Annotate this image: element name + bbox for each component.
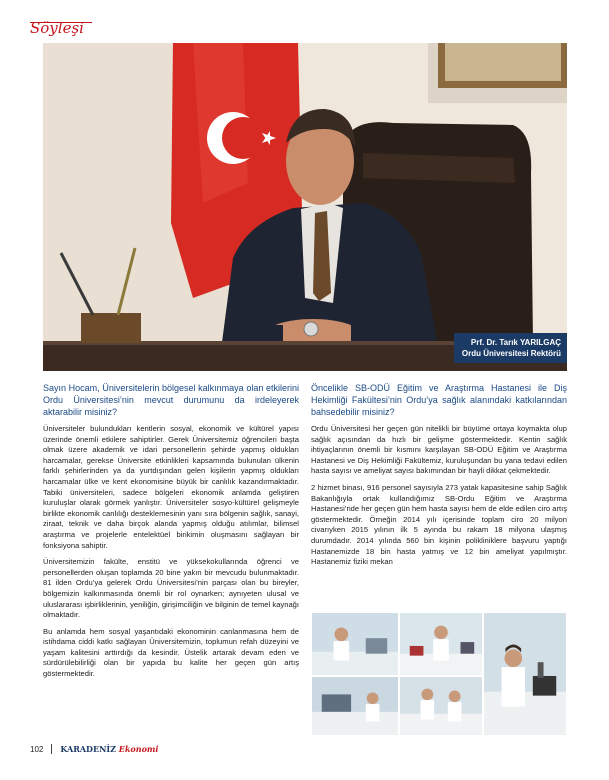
answer-paragraph: Üniversitemizin fakülte, enstitü ve yüksekokullarında öğrenci ve personellerden oluşan toplamda 20 bine yakın bir mevcudu bulunmaktadır. 81 ilden Ordu’ya gelerek Ordu Üniversitesi’nin parçası olan bu bireyler, bölgemizin kalkınmasında önemli bir rol oynarken; aynıyeten ulusal ve uluslararası işbirliklerinin, yeniliğin, girişimciliğin ve bilginin de temel kaynağı olmaktadır. [43, 557, 299, 620]
portrait-illustration [43, 43, 567, 371]
photo-caption [454, 333, 567, 363]
lab-photo [311, 612, 399, 676]
answer-paragraph: Üniversiteler bulundukları kentlerin sosyal, ekonomik ve kültürel yapısı üzerinde önemli etkilere sahiptirler. Gerek Üniversitemiz öğrencileri başta olmak üzere akademik ve idari personellerin şehirde yapmış oldukları harcamalar, gerekse Üniversite etkinlikleri kapsamında bulunulan ülkenin farklı şehirlerinden ya da yurtdışından gelen kişilerin yapmış oldukları harcamalar ülke ve kent ekonomisine büyük bir canlılık kazandırmaktadır. Tabiki üniversiteleri, sadece bölgeleri ekonomik anlamda geliştiren kuruluşlar olarak görmek yanlıştır. Üniversiteler sosyo-kültürel gelişmeyle birlikte ekonomik canlılığı desteklemesinin yanı sıra bölgenin sağlık, sanayi, ziraat, teknik ve daha birçok alanda yapmış olduğu atılımlar, bilimsel araştırma ve projelerle entelektüel birikimin oluşmasını sağlayan bir fonksiyona sahiptir. [43, 424, 299, 550]
footer-divider [51, 744, 52, 754]
page-footer [30, 744, 158, 754]
lab-photo [399, 612, 483, 676]
magazine-logo: KARADENİZ Ekonomi [60, 744, 159, 754]
left-column [43, 382, 299, 686]
lab-photo [399, 676, 483, 736]
page-number: 102 [30, 744, 44, 754]
interview-question: Öncelikle SB-ODÜ Eğitim ve Araştırma Hastanesi ile Diş Hekimliği Fakültesi’nin Ordu’ya sağlık alanındaki katkılarından bahsedebilir misiniz? [311, 383, 567, 417]
lab-photo [483, 612, 567, 736]
laboratory-photo-gallery [311, 612, 567, 736]
section-title: Söyleşi [30, 19, 84, 37]
answer-paragraph: 2 hizmet binası, 916 personel sayısıyla 273 yatak kapasitesine sahip Sağlık Bakanlığıyla ortak kullandığımız SB-Ordu Eğitim ve Araştırma Hastanesi’nde her geçen gün hem hasta sayısı hem de elde edilen ciro artış göstermektedir. Örneğin 2014 yılı içerisinde toplam ciro 20 milyon civarıyken 2015 yılının ilk 5 ayında bu rakam 18 milyona ulaşmış durumdadır. 2014 yılında 560 bin kişinin polikliniklere başvuru yaptığı Hastanemizde 18 bin hasta yatmış ve 12 bin ameliyat yapılmıştır. Hastanemiz fiziki mekan [311, 482, 567, 567]
interview-question: Sayın Hocam, Üniversitelerin bölgesel kalkınmaya olan etkilerini Ordu Üniversitesi’nin mevcut durumunu da irdeleyerek aktarabilir misiniz? [43, 383, 299, 417]
caption-title: Ordu Üniversitesi Rektörü [461, 349, 561, 358]
lab-photo [311, 676, 399, 736]
answer-paragraph: Ordu Üniversitesi her geçen gün nitelikli bir büyüme ortaya koymakta olup sağlık açısından da hızlı bir gelişme göstermektedir. Kentin sağlık ihtiyaçlarının önemli bir kısmını karşılayan SB-ODÜ Eğitim ve Araştırma Hastanesi ve Diş Hekimliği Fakültemiz, kuruluşundan bu yana tedavi edilen hasta sayısı ve ameliyat sayısı bakımından bir hayli dikkat çekmektedir. [311, 424, 567, 476]
answer-paragraph: Bu anlamda hem sosyal yaşantıdaki ekonominin canlanmasına hem de istihdama ciddi katkı sağlayan Üniversitemizin, toplumun refah düzeyini ve yaşam kalitesini arttırdığı da kesindir. Üstelik artarak devam eden ve sürdürülebilirliği olan bir yapıda bu kalite her geçen gün artış göstermektedir. [43, 626, 299, 679]
portrait-photo [43, 43, 567, 371]
right-column [311, 382, 567, 574]
caption-name: Prf. Dr. Tarık YARILGAÇ [470, 338, 561, 347]
